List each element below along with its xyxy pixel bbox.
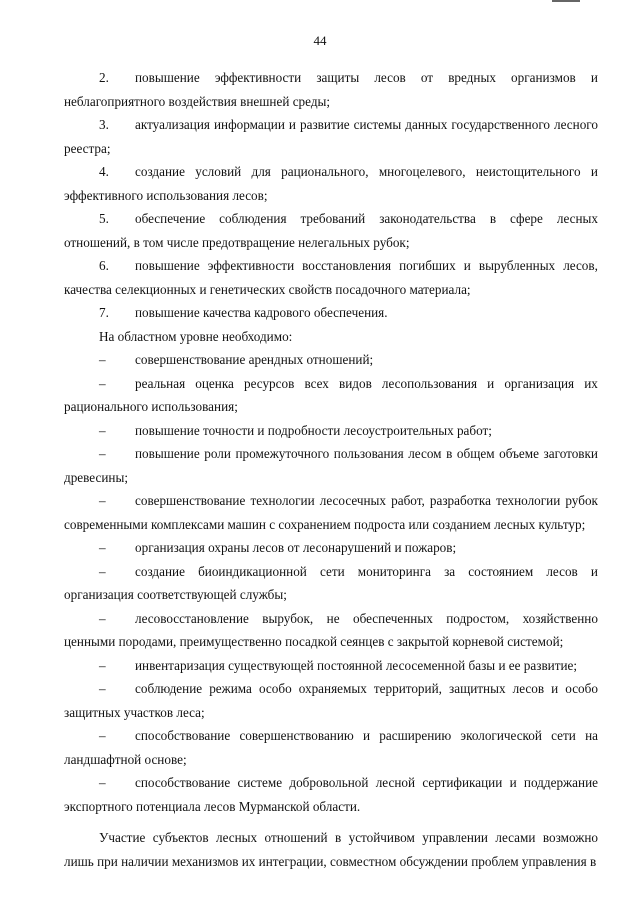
numbered-item-first-line xyxy=(64,207,598,231)
bullet-item-text: создание биоиндикационной сети мониторинга за состоянием лесов и xyxy=(135,563,598,579)
bullet-item-continuation: ландшафтной основе; xyxy=(64,751,187,767)
numbered-item-text: повышение качества кадрового обеспечения. xyxy=(135,305,388,320)
bullet-item-text: организация охраны лесов от лесонарушений и пожаров; xyxy=(135,540,457,555)
numbered-item xyxy=(64,66,598,113)
numbered-item-marker: 3. xyxy=(99,117,109,132)
bullet-item-first-line xyxy=(64,560,598,584)
numbered-item-continuation: неблагоприятного воздействия внешней среды; xyxy=(64,93,331,109)
bullet-list xyxy=(64,348,598,818)
bullet-item-text: инвентаризация существующей постоянной лесосеменной базы и ее развитие; xyxy=(135,657,578,673)
bullet-item-marker: – xyxy=(99,422,106,438)
bullet-item-first-line xyxy=(64,724,598,748)
bullet-item-first-line xyxy=(64,489,598,513)
bullet-item-first-line xyxy=(64,419,598,443)
numbered-item-first-line xyxy=(64,254,598,278)
bullet-item-text: повышение точности и подробности лесоустроительных работ; xyxy=(135,422,492,438)
bullet-item-continuation: защитных участков леса; xyxy=(64,704,205,720)
bullet-item-marker: – xyxy=(99,681,106,696)
bullet-item-continuation: организация соответствующей службы; xyxy=(64,587,287,602)
numbered-item-first-line xyxy=(64,113,598,137)
closing-paragraph: Участие субъектов лесных отношений в устойчивом управлении лесами возможно лишь при наличии механизмов их интеграции, совместном обсуждении проблем управления в xyxy=(64,830,598,869)
bullet-item-first-line xyxy=(64,677,598,701)
regional-heading: На областном уровне необходимо: xyxy=(99,328,293,344)
document-body xyxy=(64,66,598,873)
bullet-item xyxy=(64,677,598,724)
bullet-item-first-line xyxy=(64,654,598,678)
bullet-item-continuation: рационального использования; xyxy=(64,399,238,414)
bullet-item-first-line xyxy=(64,607,598,631)
bullet-item xyxy=(64,348,598,372)
numbered-item-marker: 4. xyxy=(99,164,109,179)
page-number: 44 xyxy=(313,33,327,48)
bullet-item xyxy=(64,536,598,560)
numbered-list xyxy=(64,66,598,325)
numbered-item-continuation: качества селекционных и генетических свойств посадочного материала; xyxy=(64,281,471,297)
numbered-item-text: повышение эффективности восстановления погибших и вырубленных лесов, xyxy=(135,258,598,273)
numbered-item-continuation: отношений, в том числе предотвращение нелегальных рубок; xyxy=(64,234,410,250)
numbered-item-text: повышение эффективности защиты лесов от вредных организмов и xyxy=(135,70,598,85)
bullet-item-continuation: современными комплексами машин с сохранением подроста или созданием лесных культур; xyxy=(64,516,586,532)
bullet-item xyxy=(64,419,598,443)
bullet-item-first-line xyxy=(64,348,598,372)
numbered-item-continuation: реестра; xyxy=(64,140,111,156)
bullet-item xyxy=(64,489,598,536)
bullet-item-marker: – xyxy=(99,540,106,555)
bullet-item-first-line xyxy=(64,771,598,795)
numbered-item xyxy=(64,254,598,301)
bullet-item xyxy=(64,372,598,419)
bullet-item-first-line xyxy=(64,442,598,466)
numbered-item-text: создание условий для рационального, многоцелевого, неистощительного и xyxy=(135,164,598,179)
numbered-item-text: актуализация информации и развитие системы данных государственного лесного xyxy=(135,117,598,132)
bullet-item-text: повышение роли промежуточного пользования лесом в общем объеме заготовки xyxy=(135,446,598,461)
numbered-item-marker: 2. xyxy=(99,70,109,85)
bullet-item-marker: – xyxy=(99,775,106,790)
bullet-item-marker: – xyxy=(99,610,106,626)
bullet-item-marker: – xyxy=(99,728,106,743)
bullet-item-text: соблюдение режима особо охраняемых территорий, защитных лесов и особо xyxy=(135,681,598,696)
bullet-item-marker: – xyxy=(99,352,106,367)
numbered-item-first-line xyxy=(64,301,598,325)
numbered-item-continuation: эффективного использования лесов; xyxy=(64,187,268,203)
numbered-item-first-line xyxy=(64,66,598,90)
bullet-item-text: реальная оценка ресурсов всех видов лесопользования и организация их xyxy=(135,375,598,391)
bullet-item-text: совершенствование арендных отношений; xyxy=(135,352,374,367)
numbered-item-marker: 6. xyxy=(99,258,109,273)
bullet-item xyxy=(64,771,598,818)
bullet-item-continuation: ценными породами, преимущественно посадкой сеянцев с закрытой корневой системой; xyxy=(64,634,564,649)
bullet-item-text: совершенствование технологии лесосечных работ, разработка технологии рубок xyxy=(135,493,598,508)
bullet-item-marker: – xyxy=(99,375,106,391)
bullet-item-first-line xyxy=(64,536,598,560)
bullet-item xyxy=(64,442,598,489)
bullet-item xyxy=(64,724,598,771)
bullet-item-marker: – xyxy=(99,446,106,461)
bullet-item-text: лесовосстановление вырубок, не обеспеченных подростом, хозяйственно xyxy=(135,610,598,626)
numbered-item-text: обеспечение соблюдения требований законодательства в сфере лесных xyxy=(135,211,598,226)
numbered-item-marker: 5. xyxy=(99,211,109,226)
bullet-item xyxy=(64,607,598,654)
numbered-item-first-line xyxy=(64,160,598,184)
bullet-item xyxy=(64,560,598,607)
scan-mark xyxy=(552,0,580,2)
bullet-item-first-line xyxy=(64,372,598,396)
numbered-item xyxy=(64,113,598,160)
numbered-item-marker: 7. xyxy=(99,305,109,320)
bullet-item-text: способствование совершенствованию и расширению экологической сети на xyxy=(135,728,598,743)
bullet-item xyxy=(64,654,598,678)
numbered-item xyxy=(64,301,598,325)
bullet-item-marker: – xyxy=(99,657,106,673)
numbered-item xyxy=(64,160,598,207)
numbered-item xyxy=(64,207,598,254)
bullet-item-continuation: экспортного потенциала лесов Мурманской области. xyxy=(64,798,361,814)
bullet-item-text: способствование системе добровольной лесной сертификации и поддержание xyxy=(135,775,598,790)
bullet-item-marker: – xyxy=(99,493,106,508)
bullet-item-continuation: древесины; xyxy=(64,469,128,485)
bullet-item-marker: – xyxy=(99,563,106,579)
